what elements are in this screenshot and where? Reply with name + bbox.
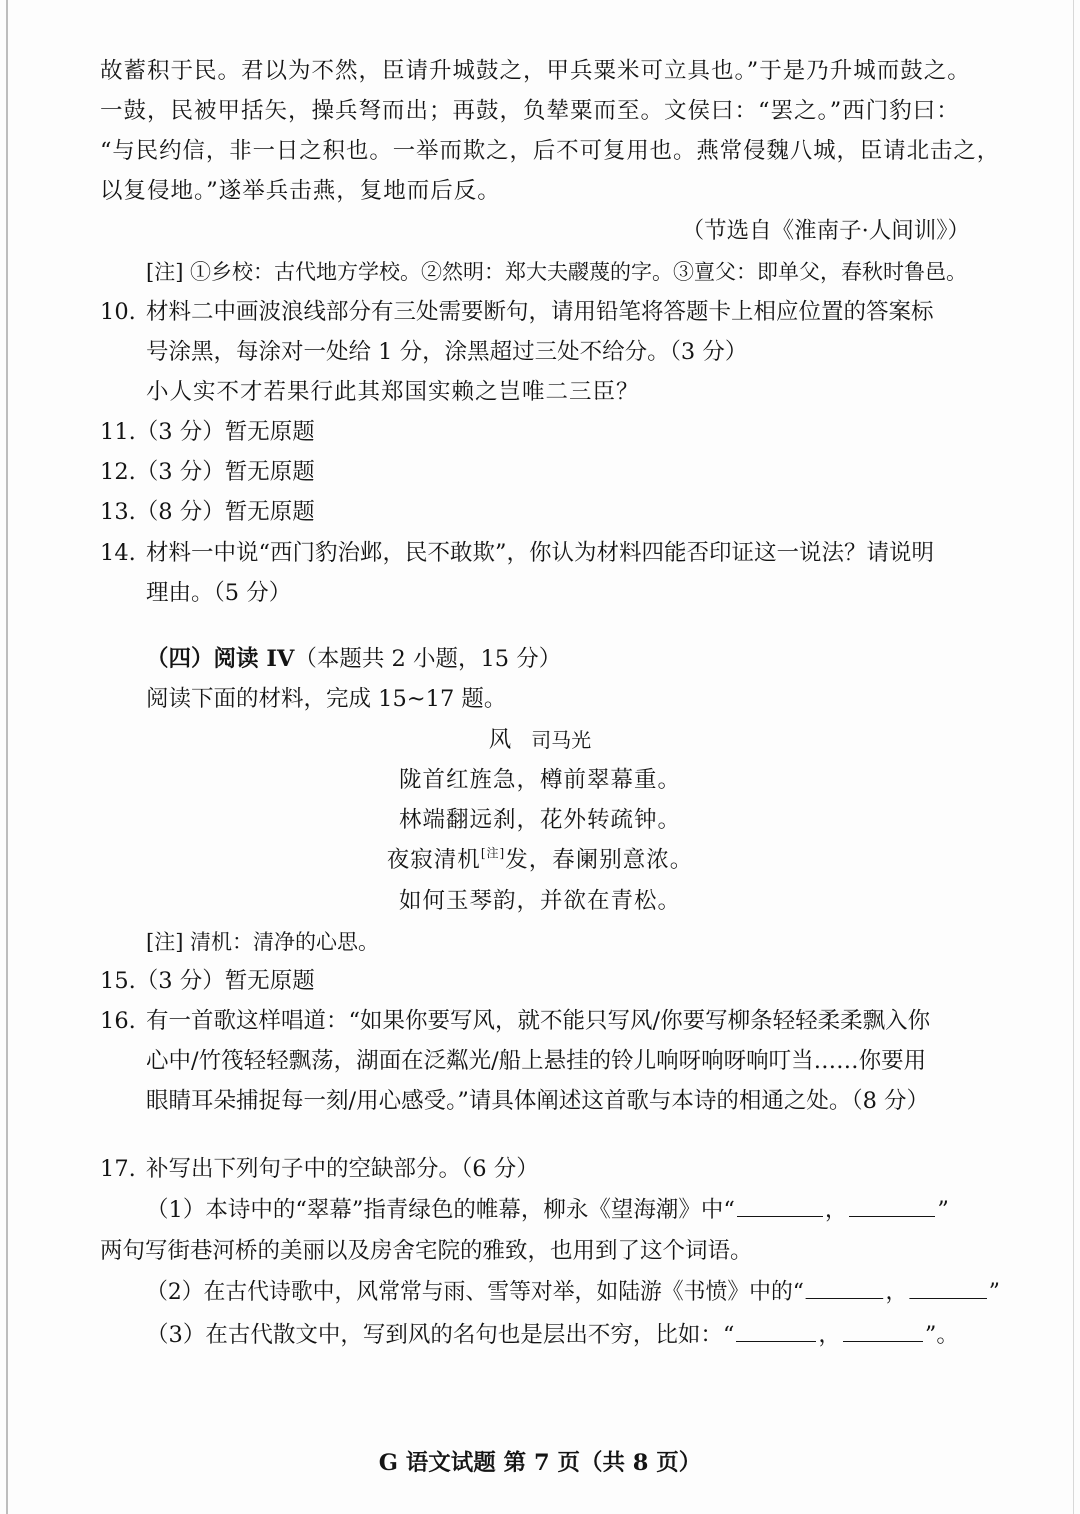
question-text: 有一首歌这样唱道：“如果你要写风，就不能只写风/你要写柳条轻轻柔柔飘入你 — [146, 1008, 931, 1034]
question-16-line-3: 眼睛耳朵捕捉每一刻/用心感受。”请具体阐述这首歌与本诗的相通之处。（8 分） — [146, 1088, 930, 1114]
question-13 — [100, 497, 315, 527]
question-17-item-3 — [146, 1320, 959, 1350]
poem-title: 风 — [488, 727, 512, 753]
question-text: 补写出下列句子中的空缺部分。（6 分） — [146, 1156, 539, 1182]
answer-blank[interactable] — [737, 1196, 823, 1217]
answer-blank[interactable] — [736, 1321, 816, 1342]
question-17-item-1 — [146, 1195, 949, 1225]
question-number: 11. — [100, 419, 136, 445]
question-11 — [100, 417, 315, 447]
question-number: 13. — [100, 499, 136, 525]
question-text: （3 分）暂无原题 — [135, 459, 315, 485]
answer-blank[interactable] — [849, 1196, 935, 1217]
comma: ， — [885, 1279, 908, 1305]
question-14 — [100, 538, 934, 568]
question-17 — [100, 1154, 539, 1184]
note-mark: [注] — [480, 846, 506, 860]
close-quote: ” — [937, 1197, 949, 1223]
question-text: 材料二中画波浪线部分有三处需要断句，请用铅笔将答题卡上相应位置的答案标 — [146, 299, 934, 325]
question-17-item-1-line-2: 两句写街巷河桥的美丽以及房舍宅院的雅致，也用到了这个词语。 — [100, 1238, 753, 1264]
answer-blank[interactable] — [843, 1321, 923, 1342]
passage-line-3: “与民约信，非一日之积也。一举而欺之，后不可复用也。燕常侵魏八城，臣请北击之， — [100, 138, 1001, 164]
question-14-line-2: 理由。（5 分） — [146, 580, 292, 606]
question-number: 14. — [100, 540, 136, 566]
page-edge-left — [6, 0, 8, 1514]
question-number: 15. — [100, 968, 136, 994]
question-17-item-2 — [146, 1277, 1000, 1307]
poem-line-3-part-1: 夜寂清机 — [386, 847, 481, 873]
poem-author: 司马光 — [531, 728, 592, 752]
poem-line-1: 陇首红旌急，樽前翠幕重。 — [398, 767, 681, 793]
passage-line-1: 故蓄积于民。君以为不然，臣请升城鼓之，甲兵粟米可立具也。”于是乃升城而鼓之。 — [100, 58, 971, 84]
comma: ， — [818, 1322, 841, 1348]
question-16 — [100, 1006, 930, 1036]
question-text: （8 分）暂无原题 — [135, 499, 315, 525]
poem-line-3-part-2: 发，春阑别意浓。 — [505, 847, 694, 873]
answer-blank[interactable] — [909, 1278, 987, 1299]
answer-blank[interactable] — [806, 1278, 884, 1299]
comma: ， — [824, 1197, 848, 1223]
passage-line-4: 以复侵地。”遂举兵击燕，复地而后反。 — [100, 178, 501, 204]
question-number: 10. — [100, 299, 136, 325]
passage-source: （节选自《淮南子·人间训》） — [681, 218, 970, 244]
question-10-line-2: 号涂黑，每涂对一处给 1 分，涂黑超过三处不给分。（3 分） — [146, 339, 748, 365]
poem-line-3 — [0, 845, 1080, 875]
question-10-sentence: 小人实不才若果行此其郑国实赖之岂唯二三臣？ — [146, 379, 640, 405]
section-subtitle: （本题共 2 小题，15 分） — [294, 646, 562, 672]
question-text: 材料一中说“西门豹治邺，民不敢欺”，你认为材料四能否印证这一说法？请说明 — [146, 540, 935, 566]
section-title: （四）阅读 IV — [146, 646, 295, 672]
item-text: （2）在古代诗歌中，风常常与雨、雪等对举，如陆游《书愤》中的“ — [146, 1279, 804, 1305]
question-text: （3 分）暂无原题 — [135, 419, 315, 445]
close-quote: ” — [988, 1279, 1000, 1305]
question-16-line-2: 心中/竹筏轻轻飘荡，湖面在泛粼光/船上悬挂的铃儿响呀响呀响叮当……你要用 — [146, 1048, 927, 1074]
page-edge-right — [1073, 0, 1074, 1514]
question-number: 17. — [100, 1156, 136, 1182]
poem-note: [注] 清机：清净的心思。 — [146, 930, 380, 954]
question-12 — [100, 457, 315, 487]
section-instruction: 阅读下面的材料，完成 15~17 题。 — [146, 686, 507, 712]
poem-line-2: 林端翻远刹，花外转疏钟。 — [398, 807, 681, 833]
close-quote: ”。 — [924, 1322, 959, 1348]
question-number: 16. — [100, 1008, 136, 1034]
poem-heading — [0, 725, 1080, 755]
item-text: （3）在古代散文中，写到风的名句也是层出不穷，比如：“ — [146, 1322, 735, 1348]
passage-line-2: 一鼓，民被甲括矢，操兵弩而出；再鼓，负辇粟而至。文侯曰：“罢之。”西门豹曰： — [100, 98, 960, 124]
item-text: （1）本诗中的“翠幕”指青绿色的帷幕，柳永《望海潮》中“ — [146, 1197, 735, 1223]
question-10 — [100, 297, 934, 327]
question-15 — [100, 966, 315, 996]
section-heading — [146, 644, 561, 674]
question-text: （3 分）暂无原题 — [135, 968, 315, 994]
passage-note: [注] ①乡校：古代地方学校。②然明：郑大夫鬷蔑的字。③亶父：即单父，春秋时鲁邑。 — [146, 260, 968, 284]
question-number: 12. — [100, 459, 136, 485]
poem-line-4: 如何玉琴韵，并欲在青松。 — [398, 888, 681, 914]
page-footer: G 语文试题 第 7 页（共 8 页） — [378, 1450, 702, 1476]
